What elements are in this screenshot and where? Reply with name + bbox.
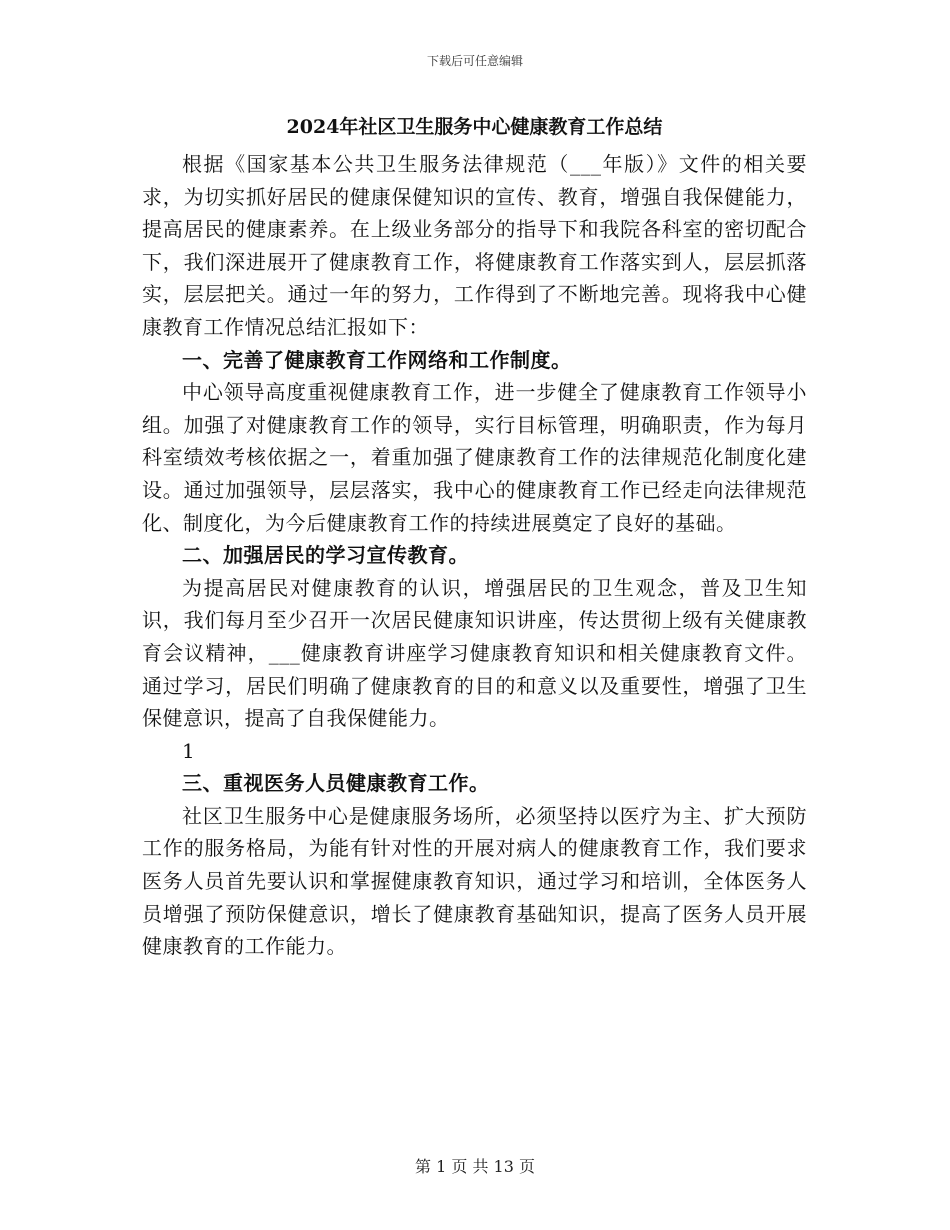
section-heading-3: 三、重视医务人员健康教育工作。 bbox=[182, 771, 490, 796]
section-body-3: 社区卫生服务中心是健康服务场所，必须坚持以医疗为主、扩大预防工作的服务格局，为能有针对性的开展对病人的健康教育工作，我们要求医务人员首先要认识和掌握健康教育知识，通过学习和培训，全体医务人员增强了预防保健意识，增长了健康教育基础知识，提高了医务人员开展健康教育的工作能力。 bbox=[142, 803, 807, 959]
section-heading-2: 二、加强居民的学习宣传教育。 bbox=[182, 543, 469, 568]
document-title: 2024年社区卫生服务中心健康教育工作总结 bbox=[286, 116, 663, 138]
document-body bbox=[142, 114, 807, 963]
section-heading-1: 一、完善了健康教育工作网络和工作制度。 bbox=[182, 347, 572, 372]
intro-paragraph: 根据《国家基本公共卫生服务法律规范（___年版）》文件的相关要求，为切实抓好居民的健康保健知识的宣传、教育，增强自我保健能力，提高居民的健康素养。在上级业务部分的指导下和我院各科室的密切配合下，我们深进展开了健康教育工作，将健康教育工作落实到人，层层抓落实，层层把关。通过一年的努力，工作得到了不断地完善。现将我中心健康教育工作情况总结汇报如下： bbox=[142, 152, 807, 339]
header-note: 下载后可任意编辑 bbox=[426, 54, 523, 68]
section-body-2: 为提高居民对健康教育的认识，增强居民的卫生观念，普及卫生知识，我们每月至少召开一次居民健康知识讲座，传达贯彻上级有关健康教育会议精神，___健康教育讲座学习健康教育知识和相关健康教育文件。通过学习，居民们明确了健康教育的目的和意义以及重要性，增强了卫生保健意识，提高了自我保健能力。 bbox=[142, 575, 807, 731]
section-body-1: 中心领导高度重视健康教育工作，进一步健全了健康教育工作领导小组。加强了对健康教育工作的领导，实行目标管理，明确职责，作为每月科室绩效考核依据之一，着重加强了健康教育工作的法律规范化制度化建设。通过加强领导，层层落实，我中心的健康教育工作已经走向法律规范化、制度化，为今后健康教育工作的持续进展奠定了良好的基础。 bbox=[142, 380, 807, 535]
page-footer: 第 1 页 共 13 页 bbox=[415, 1157, 535, 1176]
inline-page-number: 1 bbox=[182, 738, 195, 763]
